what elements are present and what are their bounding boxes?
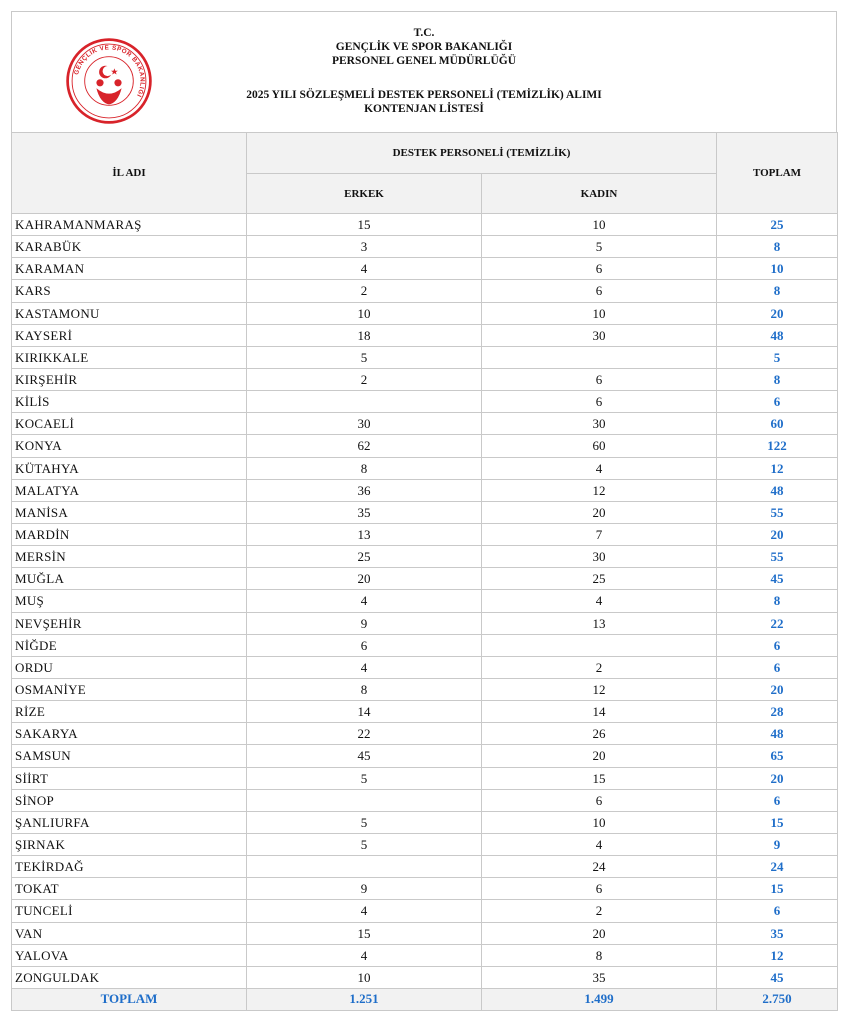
male-count-cell: 10: [247, 302, 482, 324]
header-text-block: [12, 26, 836, 116]
table-row: [12, 966, 838, 988]
male-count-cell: [247, 391, 482, 413]
table-row: [12, 346, 838, 368]
male-count-cell: 62: [247, 435, 482, 457]
table-row: [12, 479, 838, 501]
male-count-cell: 4: [247, 900, 482, 922]
province-cell: MERSİN: [12, 546, 247, 568]
female-count-cell: 35: [482, 966, 717, 988]
province-cell: MUŞ: [12, 590, 247, 612]
total-count-cell: 8: [717, 236, 838, 258]
male-count-cell: 13: [247, 523, 482, 545]
total-count-cell: 6: [717, 391, 838, 413]
male-count-cell: 9: [247, 878, 482, 900]
table-row: [12, 656, 838, 678]
province-cell: TUNCELİ: [12, 900, 247, 922]
total-count-cell: 22: [717, 612, 838, 634]
totals-female: 1.499: [482, 988, 717, 1010]
total-count-cell: 5: [717, 346, 838, 368]
male-count-cell: 30: [247, 413, 482, 435]
female-count-cell: 4: [482, 833, 717, 855]
total-count-cell: 60: [717, 413, 838, 435]
table-row: [12, 435, 838, 457]
province-cell: RİZE: [12, 701, 247, 723]
province-cell: SAKARYA: [12, 723, 247, 745]
province-cell: SİNOP: [12, 789, 247, 811]
female-count-cell: [482, 346, 717, 368]
table-row: [12, 789, 838, 811]
male-count-cell: 18: [247, 324, 482, 346]
total-count-cell: 15: [717, 878, 838, 900]
female-count-cell: 20: [482, 745, 717, 767]
province-cell: VAN: [12, 922, 247, 944]
table-row: [12, 745, 838, 767]
province-cell: TEKİRDAĞ: [12, 856, 247, 878]
table-row: [12, 590, 838, 612]
total-count-cell: 45: [717, 966, 838, 988]
table-row: [12, 568, 838, 590]
province-cell: MARDİN: [12, 523, 247, 545]
male-count-cell: 15: [247, 214, 482, 236]
table-row: [12, 214, 838, 236]
female-count-cell: 10: [482, 811, 717, 833]
total-count-cell: 8: [717, 280, 838, 302]
total-count-cell: 12: [717, 944, 838, 966]
header-line-ministry: GENÇLİK VE SPOR BAKANLIĞI: [335, 41, 513, 53]
male-count-cell: 5: [247, 346, 482, 368]
document-header: [11, 11, 837, 132]
province-cell: KAHRAMANMARAŞ: [12, 214, 247, 236]
province-cell: MANİSA: [12, 501, 247, 523]
female-count-cell: 25: [482, 568, 717, 590]
female-count-cell: [482, 634, 717, 656]
total-count-cell: 65: [717, 745, 838, 767]
table-row: [12, 324, 838, 346]
female-count-cell: 13: [482, 612, 717, 634]
province-cell: KİLİS: [12, 391, 247, 413]
female-count-cell: 24: [482, 856, 717, 878]
province-cell: TOKAT: [12, 878, 247, 900]
female-count-cell: 8: [482, 944, 717, 966]
total-count-cell: 48: [717, 723, 838, 745]
column-header-province: İL ADI: [12, 133, 247, 214]
province-cell: ORDU: [12, 656, 247, 678]
table-row: [12, 612, 838, 634]
total-count-cell: 25: [717, 214, 838, 236]
province-cell: ŞANLIURFA: [12, 811, 247, 833]
table-row: [12, 457, 838, 479]
male-count-cell: 10: [247, 966, 482, 988]
table-row: [12, 368, 838, 390]
male-count-cell: 5: [247, 767, 482, 789]
male-count-cell: 5: [247, 833, 482, 855]
province-cell: SİİRT: [12, 767, 247, 789]
female-count-cell: 30: [482, 413, 717, 435]
totals-male: 1.251: [247, 988, 482, 1010]
male-count-cell: 4: [247, 656, 482, 678]
table-row: [12, 391, 838, 413]
male-count-cell: 45: [247, 745, 482, 767]
province-cell: MUĞLA: [12, 568, 247, 590]
female-count-cell: 4: [482, 457, 717, 479]
female-count-cell: 6: [482, 280, 717, 302]
table-row: [12, 878, 838, 900]
total-count-cell: 8: [717, 368, 838, 390]
male-count-cell: 4: [247, 590, 482, 612]
province-cell: KASTAMONU: [12, 302, 247, 324]
province-cell: KIRIKKALE: [12, 346, 247, 368]
total-count-cell: 24: [717, 856, 838, 878]
female-count-cell: 2: [482, 656, 717, 678]
male-count-cell: 25: [247, 546, 482, 568]
table-row: [12, 523, 838, 545]
total-count-cell: 122: [717, 435, 838, 457]
document-sheet: [11, 11, 837, 1011]
total-count-cell: 8: [717, 590, 838, 612]
female-count-cell: 20: [482, 922, 717, 944]
table-row: [12, 236, 838, 258]
female-count-cell: 6: [482, 789, 717, 811]
province-cell: KARS: [12, 280, 247, 302]
female-count-cell: 30: [482, 546, 717, 568]
province-cell: KAYSERİ: [12, 324, 247, 346]
quota-table: [11, 132, 838, 1011]
table-row: [12, 723, 838, 745]
table-row: [12, 856, 838, 878]
male-count-cell: 5: [247, 811, 482, 833]
male-count-cell: 15: [247, 922, 482, 944]
female-count-cell: 6: [482, 258, 717, 280]
female-count-cell: 30: [482, 324, 717, 346]
totals-row: [12, 988, 838, 1010]
table-row: [12, 944, 838, 966]
province-cell: ŞIRNAK: [12, 833, 247, 855]
female-count-cell: 5: [482, 236, 717, 258]
total-count-cell: 20: [717, 302, 838, 324]
province-cell: ZONGULDAK: [12, 966, 247, 988]
total-count-cell: 48: [717, 324, 838, 346]
table-row: [12, 501, 838, 523]
totals-label: TOPLAM: [12, 988, 247, 1010]
document-subtitle: KONTENJAN LİSTESİ: [364, 103, 484, 115]
total-count-cell: 6: [717, 900, 838, 922]
total-count-cell: 6: [717, 656, 838, 678]
province-cell: KONYA: [12, 435, 247, 457]
male-count-cell: 3: [247, 236, 482, 258]
table-row: [12, 413, 838, 435]
province-cell: MALATYA: [12, 479, 247, 501]
female-count-cell: 6: [482, 391, 717, 413]
total-count-cell: 55: [717, 546, 838, 568]
female-count-cell: 20: [482, 501, 717, 523]
province-cell: KARABÜK: [12, 236, 247, 258]
male-count-cell: 4: [247, 258, 482, 280]
province-cell: KOCAELİ: [12, 413, 247, 435]
total-count-cell: 28: [717, 701, 838, 723]
column-header-male: ERKEK: [247, 174, 482, 214]
document-title: 2025 YILI SÖZLEŞMELİ DESTEK PERSONELİ (TEMİZLİK) ALIMI: [246, 89, 602, 101]
province-cell: KIRŞEHİR: [12, 368, 247, 390]
total-count-cell: 6: [717, 789, 838, 811]
total-count-cell: 48: [717, 479, 838, 501]
male-count-cell: [247, 856, 482, 878]
column-header-group: DESTEK PERSONELİ (TEMİZLİK): [247, 133, 717, 174]
column-header-female: KADIN: [482, 174, 717, 214]
column-header-total: TOPLAM: [717, 133, 838, 214]
table-row: [12, 900, 838, 922]
female-count-cell: 12: [482, 479, 717, 501]
male-count-cell: 8: [247, 457, 482, 479]
total-count-cell: 10: [717, 258, 838, 280]
total-count-cell: 15: [717, 811, 838, 833]
female-count-cell: 10: [482, 302, 717, 324]
table-row: [12, 833, 838, 855]
table-row: [12, 258, 838, 280]
province-cell: SAMSUN: [12, 745, 247, 767]
female-count-cell: 2: [482, 900, 717, 922]
male-count-cell: 14: [247, 701, 482, 723]
province-cell: KÜTAHYA: [12, 457, 247, 479]
female-count-cell: 10: [482, 214, 717, 236]
province-cell: YALOVA: [12, 944, 247, 966]
female-count-cell: 6: [482, 368, 717, 390]
male-count-cell: 2: [247, 368, 482, 390]
table-row: [12, 546, 838, 568]
total-count-cell: 6: [717, 634, 838, 656]
table-row: [12, 678, 838, 700]
female-count-cell: 12: [482, 678, 717, 700]
male-count-cell: 35: [247, 501, 482, 523]
male-count-cell: [247, 789, 482, 811]
male-count-cell: 36: [247, 479, 482, 501]
total-count-cell: 20: [717, 767, 838, 789]
province-cell: NİĞDE: [12, 634, 247, 656]
total-count-cell: 35: [717, 922, 838, 944]
total-count-cell: 20: [717, 678, 838, 700]
header-line-tc: T.C.: [413, 27, 435, 39]
total-count-cell: 12: [717, 457, 838, 479]
female-count-cell: 60: [482, 435, 717, 457]
table-body: [12, 214, 838, 989]
table-row: [12, 701, 838, 723]
table-row: [12, 634, 838, 656]
male-count-cell: 9: [247, 612, 482, 634]
table-row: [12, 922, 838, 944]
table-row: [12, 302, 838, 324]
male-count-cell: 4: [247, 944, 482, 966]
table-row: [12, 280, 838, 302]
total-count-cell: 55: [717, 501, 838, 523]
female-count-cell: 4: [482, 590, 717, 612]
male-count-cell: 2: [247, 280, 482, 302]
female-count-cell: 7: [482, 523, 717, 545]
total-count-cell: 45: [717, 568, 838, 590]
province-cell: NEVŞEHİR: [12, 612, 247, 634]
table-row: [12, 767, 838, 789]
totals-overall: 2.750: [717, 988, 838, 1010]
female-count-cell: 6: [482, 878, 717, 900]
total-count-cell: 9: [717, 833, 838, 855]
province-cell: OSMANİYE: [12, 678, 247, 700]
province-cell: KARAMAN: [12, 258, 247, 280]
svg-text:GENÇLİK VE SPOR BAKANLIĞI: GENÇLİK VE SPOR BAKANLIĞI: [73, 44, 146, 99]
male-count-cell: 22: [247, 723, 482, 745]
male-count-cell: 8: [247, 678, 482, 700]
female-count-cell: 14: [482, 701, 717, 723]
table-row: [12, 811, 838, 833]
header-line-directorate: PERSONEL GENEL MÜDÜRLÜĞÜ: [331, 55, 517, 67]
male-count-cell: 20: [247, 568, 482, 590]
female-count-cell: 26: [482, 723, 717, 745]
male-count-cell: 6: [247, 634, 482, 656]
total-count-cell: 20: [717, 523, 838, 545]
female-count-cell: 15: [482, 767, 717, 789]
